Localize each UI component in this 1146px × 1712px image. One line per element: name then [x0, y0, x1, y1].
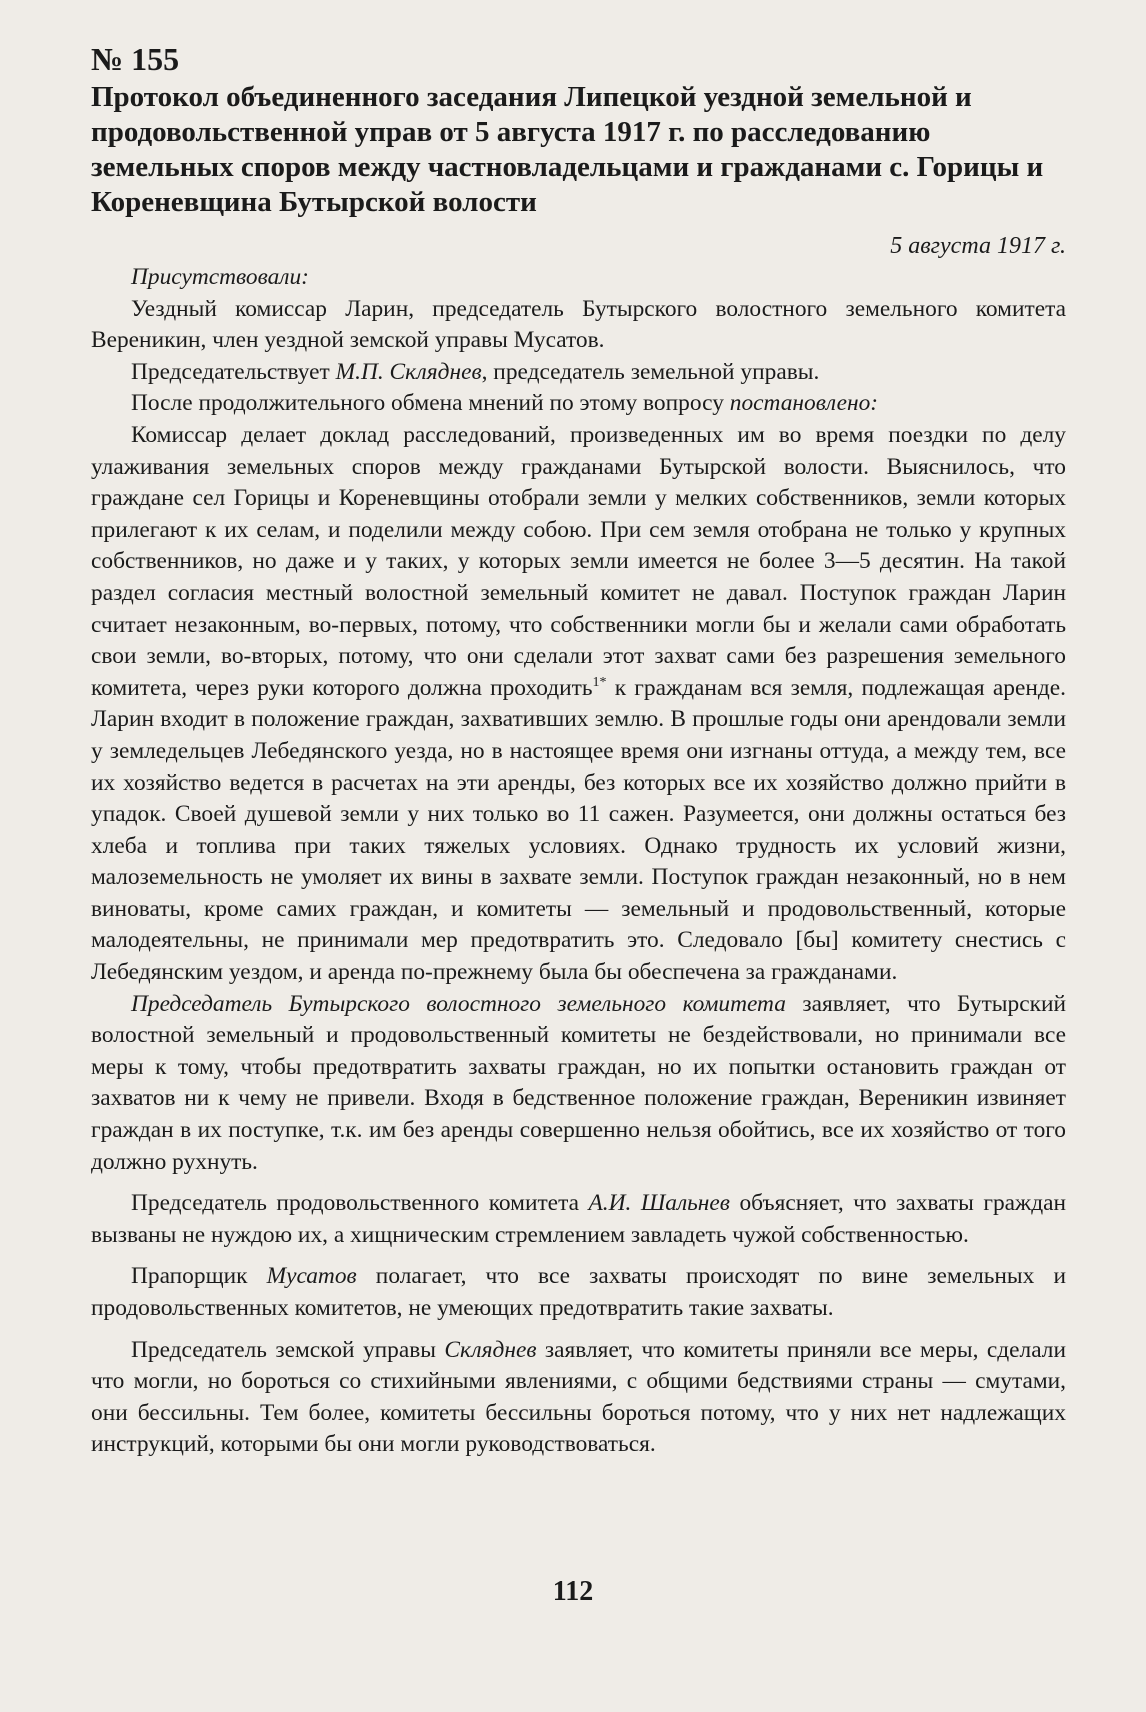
musatov-name: Мусатов: [266, 1263, 357, 1290]
report-part2: к гражданам вся земля, подлежащая аренде. Ларин входит в положение граждан, захвативших землю. В прошлые годы они арендовали земли у земледельцев Лебедянского уезда, но в настоящее время они изгнаны оттуда, а между тем, все их хозяйство ведется в расчетах на эти аренды, без которых все их хозяйство должно прийти в упадок. Своей душевой земли у них только во 11 сажен. Разумеется, они должны остаться без хлеба и топлива при таких тяжелых условиях. Однако трудность их условий жизни, малоземельность не умоляет их вины в захвате земли. Поступок граждан незаконный, но в нем виноваты, кроме самих граждан, и комитеты — земельный и продовольственный, которые малодеятельны, не принимали мер предотвратить это. Следовало [бы] комитету снестись с Лебедянским уездом, и аренда по-прежнему была бы обеспечена за гражданами.: [91, 674, 1066, 986]
decision-word: постановлено:: [729, 390, 879, 417]
chair-paragraph: [91, 357, 1066, 389]
sklyadnev-paragraph: [91, 1335, 1066, 1461]
sklyadnev-name: Скляднев: [444, 1336, 537, 1363]
chair-suffix: , председатель земельной управы.: [481, 358, 820, 385]
present-label: [91, 262, 1066, 294]
musatov-paragraph: [91, 1261, 1066, 1324]
document-title: Протокол объединенного заседания Липецкой уездной земельной и продовольственной управ от 5 августа 1917 г. по расследованию земельных споров между частновладельцами и гражданами с. Горицы и Кореневщина Бутырской волости: [91, 81, 1044, 218]
decision-paragraph: [91, 388, 1066, 420]
footnote-mark: 1*: [592, 674, 607, 690]
present-label-text: Присутствовали:: [131, 264, 309, 290]
musatov-prefix: Прапорщик: [131, 1263, 248, 1290]
sklyadnev-text: заявляет, что комитеты приняли все меры, сделали что могли, но бороться со стихийными явлениями, с общими бедствиями страны — смутами, они бессильны. Тем более, комитеты бессильны бороться потому, что у них нет надлежащих инструкций, которыми бы они могли руководствоваться.: [91, 1336, 1066, 1458]
food-prefix: Председатель продовольственного комитета: [131, 1190, 579, 1217]
report-part1: Комиссар делает доклад расследований, произведенных им во время поездки по делу улаживания земельных споров между гражданами Бутырской волости. Выяснилось, что граждане сел Горицы и Кореневщины отобрали земли у мелких собственников, земли которых прилегают к их селам, и поделили между собою. При сем земля отобрана не только у крупных собственников, но даже и у таких, у которых земли имеется не более 3—5 десятин. На такой раздел согласия местный волостной земельный комитет не давал. Поступок граждан Ларин считает незаконным, во-первых, потому, что собственники могли бы и желали сами обработать свои земли, во-вторых, потому, что они сделали этот захват сами без разрешения земельного комитета, через руки которого должна проходить: [91, 421, 1066, 701]
chair-name: М.П. Скляднев: [335, 358, 482, 385]
musatov-text: полагает, что все захваты происходят по вине земельных и продовольственных комитетов, не умеющих предотвратить такие захваты.: [91, 1263, 1066, 1321]
sklyadnev-prefix: Председатель земской управы: [131, 1336, 436, 1363]
document-date: 5 августа 1917 г.: [890, 233, 1066, 259]
decision-prefix: После продолжительного обмена мнений по этому вопросу: [131, 390, 724, 417]
document-number: № 155: [91, 41, 180, 77]
chair-prefix: Председательствует: [131, 358, 330, 385]
food-text: объясняет, что захваты граждан вызваны не нуждою их, а хищническим стремлением завладеть чужой собственностью.: [91, 1190, 1066, 1248]
buturka-speaker: Председатель Бутырского волостного земельного комитета: [131, 990, 786, 1017]
page-number: 112: [552, 1576, 594, 1607]
food-name: А.И. Шальнев: [588, 1190, 730, 1217]
present-list: Уездный комиссар Ларин, председатель Бутырского волостного земельного комитета Вереникин, член уездной земской управы Мусатов.: [91, 295, 1066, 354]
document-body: [91, 38, 1066, 1461]
report-paragraph: [91, 420, 1066, 989]
food-paragraph: [91, 1188, 1066, 1251]
buturka-text: заявляет, что Бутырский волостной земельный и продовольственный комитеты не бездействовали, но принимали все меры к тому, чтобы предотвратить захваты граждан, но их попытки остановить граждан от захватов ни к чему не привели. Входя в бедственное положение граждан, Вереникин извиняет граждан в их поступке, т.к. им без аренды совершенно нельзя обойтись, все их хозяйство от того должно рухнуть.: [91, 990, 1066, 1175]
buturka-paragraph: [91, 989, 1066, 1179]
